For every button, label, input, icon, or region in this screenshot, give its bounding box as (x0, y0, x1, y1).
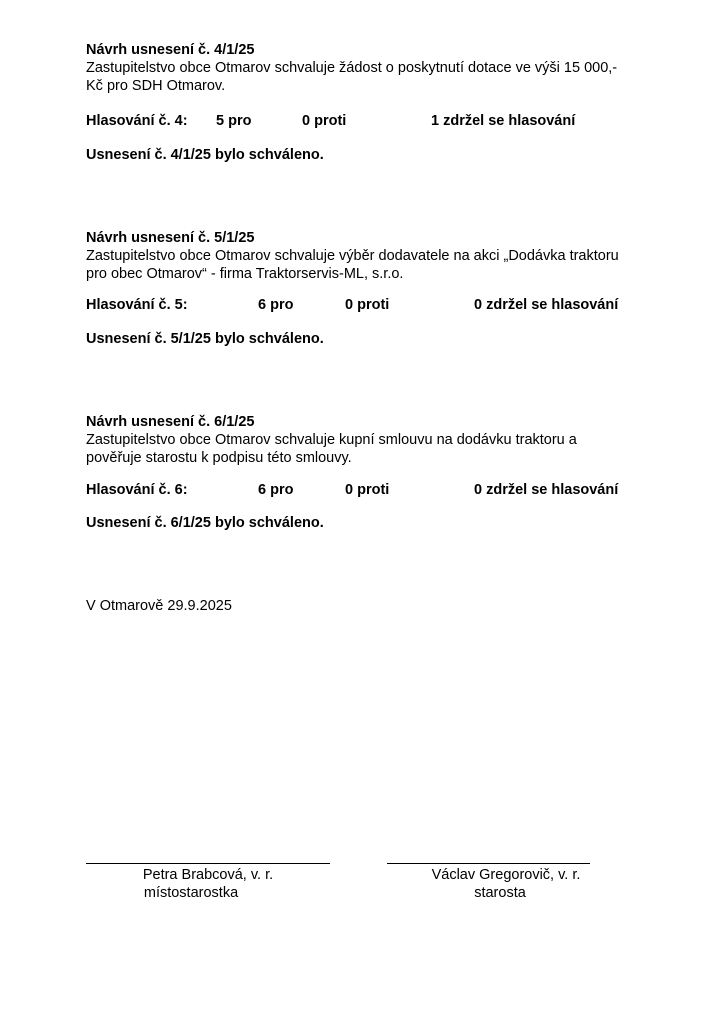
vote-4-abstain: 1 zdržel se hlasování (431, 113, 576, 129)
resolution-4-result: Usnesení č. 4/1/25 bylo schváleno. (86, 147, 324, 163)
signature-left-name: Petra Brabcová, v. r. (142, 867, 274, 883)
vote-5-against: 0 proti (345, 297, 390, 313)
signature-left-role: místostarostka (143, 885, 239, 901)
vote-4-for: 5 pro (216, 113, 252, 129)
signature-right-role: starosta (474, 885, 526, 901)
resolution-5-result: Usnesení č. 5/1/25 bylo schváleno. (86, 331, 324, 347)
place-date: V Otmarově 29.9.2025 (86, 598, 232, 614)
resolution-6-text-line-2: pověřuje starostu k podpisu této smlouvy. (86, 450, 352, 466)
vote-6-against: 0 proti (345, 482, 390, 498)
resolution-4-title: Návrh usnesení č. 4/1/25 (86, 42, 255, 58)
vote-4-against: 0 proti (302, 113, 347, 129)
vote-4-label: Hlasování č. 4: (86, 113, 188, 129)
resolution-6-result: Usnesení č. 6/1/25 bylo schváleno. (86, 515, 324, 531)
resolution-5-text-line-1: Zastupitelstvo obce Otmarov schvaluje výběr dodavatele na akci „Dodávka traktoru (86, 248, 619, 264)
resolution-4-text-line-2: Kč pro SDH Otmarov. (86, 78, 226, 94)
signature-right-name: Václav Gregorovič, v. r. (431, 867, 581, 883)
vote-6-for: 6 pro (258, 482, 294, 498)
resolution-6-text-line-1: Zastupitelstvo obce Otmarov schvaluje kupní smlouvu na dodávku traktoru a (86, 432, 577, 448)
signature-line-right (387, 863, 590, 864)
vote-5-for: 6 pro (258, 297, 294, 313)
vote-6-label: Hlasování č. 6: (86, 482, 188, 498)
vote-5-abstain: 0 zdržel se hlasování (474, 297, 619, 313)
vote-6-abstain: 0 zdržel se hlasování (474, 482, 619, 498)
resolution-5-text-line-2: pro obec Otmarov“ - firma Traktorservis-ML, s.r.o. (86, 266, 404, 282)
resolution-4-text-line-1: Zastupitelstvo obce Otmarov schvaluje žádost o poskytnutí dotace ve výši 15 000,- (86, 60, 618, 76)
signature-line-left (86, 863, 330, 864)
resolution-5-title: Návrh usnesení č. 5/1/25 (86, 230, 255, 246)
resolution-6-title: Návrh usnesení č. 6/1/25 (86, 414, 255, 430)
vote-5-label: Hlasování č. 5: (86, 297, 188, 313)
